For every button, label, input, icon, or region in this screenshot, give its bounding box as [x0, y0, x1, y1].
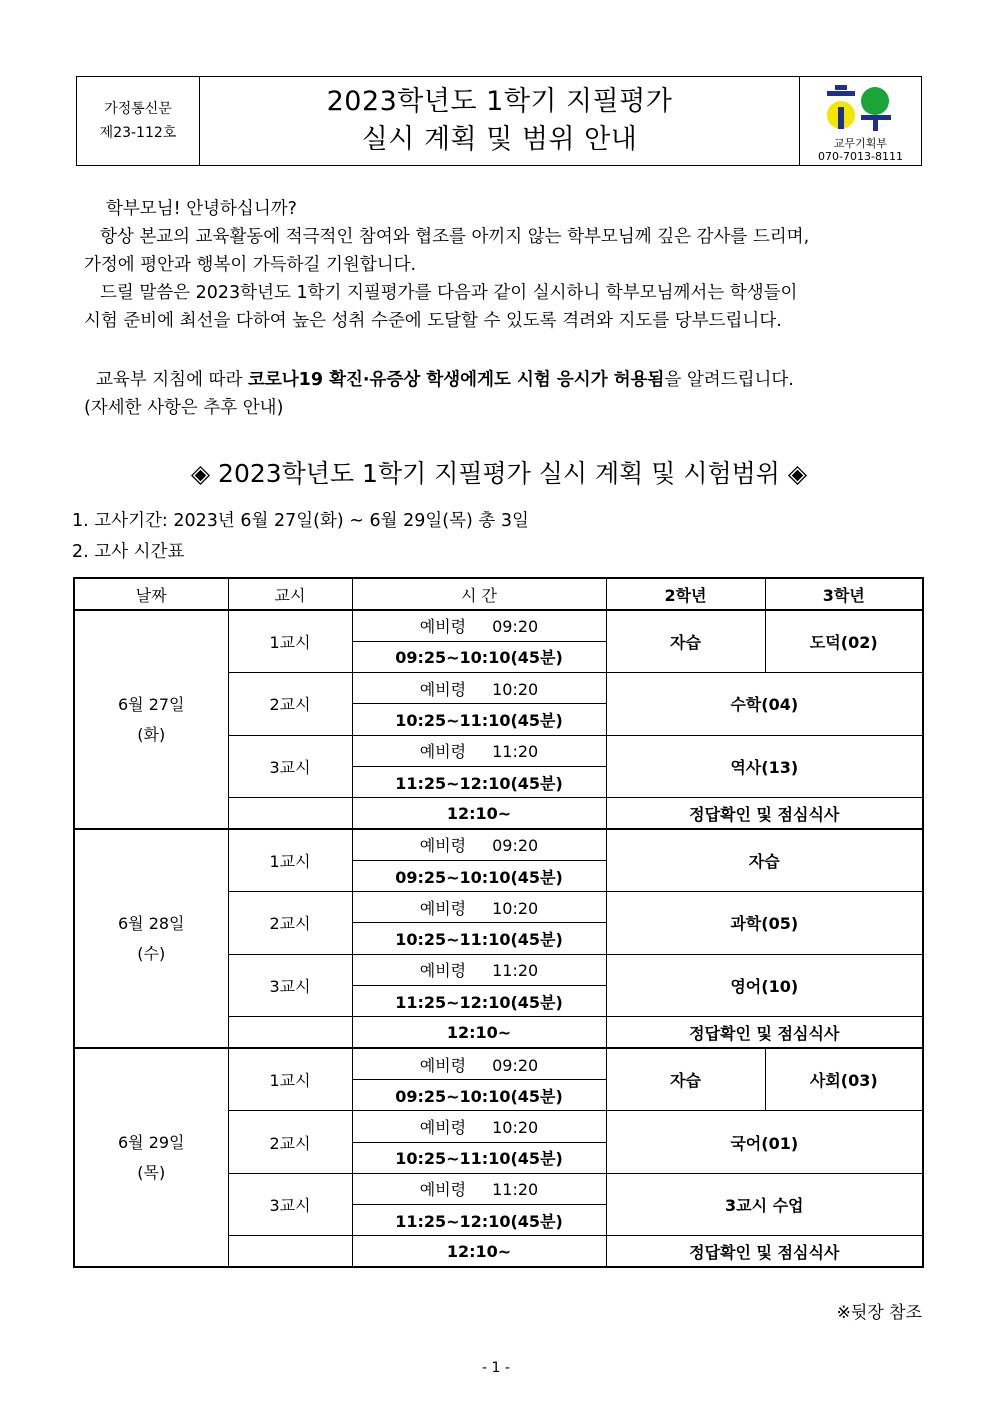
period-cell: 2교시 [228, 892, 352, 955]
prep-cell [352, 1173, 606, 1204]
end-label-cell: 정답확인 및 점심식사 [606, 1017, 923, 1048]
prep-label: 예비령 [419, 617, 467, 637]
end-label-cell: 정답확인 및 점심식사 [606, 1236, 923, 1267]
letter-body [84, 195, 912, 335]
prep-cell [352, 673, 606, 704]
period-cell: 3교시 [228, 1173, 352, 1236]
subject-cell: 3교시 수업 [606, 1173, 923, 1236]
page-title [200, 77, 799, 165]
subject-cell: 수학(04) [606, 673, 923, 736]
prep-label: 예비령 [419, 836, 467, 856]
prep-time: 09:20 [492, 836, 539, 856]
prep-cell [352, 1111, 606, 1142]
table-row [74, 829, 923, 860]
empty-cell [228, 1017, 352, 1048]
subject-cell: 자습 [606, 829, 923, 892]
prep-label: 예비령 [419, 679, 467, 699]
subject-cell: 도덕(02) [765, 610, 923, 673]
subject-cell: 자습 [606, 1048, 765, 1111]
prep-label: 예비령 [419, 898, 467, 918]
prep-cell [352, 892, 606, 923]
prep-label: 예비령 [419, 1117, 467, 1137]
doc-type: 가정통신문 [104, 101, 172, 117]
prep-time: 09:20 [492, 1055, 539, 1075]
subject-cell: 국어(01) [606, 1111, 923, 1174]
date-day2: 6월 28일 [117, 913, 185, 933]
subject-cell: 과학(05) [606, 892, 923, 955]
time-cell: 11:25~12:10(45분) [352, 986, 606, 1017]
empty-cell [228, 1236, 352, 1267]
time-cell: 11:25~12:10(45분) [352, 1205, 606, 1236]
table-header-row [74, 578, 923, 610]
period-cell: 2교시 [228, 1111, 352, 1174]
prep-time: 09:20 [492, 617, 539, 637]
table-row [74, 1048, 923, 1079]
paragraph-1-line-2: 가정에 평안과 행복이 가득하길 기원합니다. [84, 255, 417, 275]
covid-notice [84, 366, 912, 422]
prep-label: 예비령 [419, 1055, 467, 1075]
prep-cell [352, 735, 606, 766]
prep-time: 11:20 [492, 961, 539, 981]
time-cell: 09:25~10:10(45분) [352, 641, 606, 672]
date-cell-day3 [74, 1048, 228, 1267]
end-time-cell: 12:10~ [352, 1236, 606, 1267]
prep-time: 11:20 [492, 742, 539, 762]
department-name: 교무기획부 [833, 137, 888, 150]
exam-timetable [73, 577, 924, 1268]
subject-cell: 자습 [606, 610, 765, 673]
header-period: 교시 [228, 578, 352, 610]
time-cell: 10:25~11:10(45분) [352, 1142, 606, 1173]
dow-day3: (목) [137, 1162, 166, 1182]
paragraph-2-line-2: 시험 준비에 최선을 다하여 높은 성취 수준에 도달할 수 있도록 격려와 지도를 당부드립니다. [84, 311, 782, 331]
period-cell: 2교시 [228, 673, 352, 736]
header-time: 시 간 [352, 578, 606, 610]
header-box [76, 76, 922, 166]
prep-time: 10:20 [492, 679, 539, 699]
time-cell: 09:25~10:10(45분) [352, 1079, 606, 1110]
title-line-1: 2023학년도 1학기 지필평가 [326, 86, 673, 117]
subject-cell: 역사(13) [606, 735, 923, 798]
header-date: 날짜 [74, 578, 228, 610]
end-time-cell: 12:10~ [352, 798, 606, 829]
covid-notice-bold: 코로나19 확진·유증상 학생에게도 시험 응시가 허용됨 [247, 370, 665, 390]
timetable-heading: 2. 고사 시간표 [72, 542, 185, 562]
header-grade2: 2학년 [606, 578, 765, 610]
subject-cell: 영어(10) [606, 954, 923, 1017]
period-cell: 1교시 [228, 829, 352, 892]
prep-label: 예비령 [419, 1180, 467, 1200]
title-line-2: 실시 계획 및 범위 안내 [361, 124, 638, 155]
period-cell: 3교시 [228, 954, 352, 1017]
end-label-cell: 정답확인 및 점심식사 [606, 798, 923, 829]
prep-cell [352, 610, 606, 641]
prep-time: 10:20 [492, 898, 539, 918]
time-cell: 10:25~11:10(45분) [352, 704, 606, 735]
prep-cell [352, 829, 606, 860]
date-day1: 6월 27일 [117, 694, 185, 714]
subject-cell: 사회(03) [765, 1048, 923, 1111]
greeting: 학부모님! 안녕하십니까? [106, 199, 297, 219]
time-cell: 10:25~11:10(45분) [352, 923, 606, 954]
empty-cell [228, 798, 352, 829]
exam-period: 1. 고사기간: 2023년 6월 27일(화) ~ 6월 29일(목) 총 3일 [72, 511, 529, 531]
prep-time: 10:20 [492, 1117, 539, 1137]
period-cell: 1교시 [228, 1048, 352, 1111]
header-grade3: 3학년 [765, 578, 923, 610]
doc-info [77, 77, 200, 165]
department-info [799, 77, 921, 165]
prep-time: 11:20 [492, 1180, 539, 1200]
dow-day2: (수) [137, 943, 166, 963]
period-cell: 3교시 [228, 735, 352, 798]
end-time-cell: 12:10~ [352, 1017, 606, 1048]
prep-cell [352, 954, 606, 985]
covid-notice-line-2: (자세한 사항은 추후 안내) [84, 398, 284, 418]
date-cell-day2 [74, 829, 228, 1048]
paragraph-2-line-1: 드릴 말씀은 2023학년도 1학기 지필평가를 다음과 같이 실시하니 학부모님께서는 학생들이 [100, 283, 798, 303]
prep-cell [352, 1048, 606, 1079]
paragraph-1-line-1: 항상 본교의 교육활동에 적극적인 참여와 협조를 아끼지 않는 학부모님께 깊은 감사를 드리며, [100, 227, 810, 247]
period-cell: 1교시 [228, 610, 352, 673]
page-number: - 1 - [482, 1360, 510, 1376]
covid-notice-post: 을 알려드립니다. [664, 370, 794, 390]
back-page-note: ※뒷장 참조 [836, 1303, 922, 1323]
school-logo-icon [821, 85, 901, 133]
covid-notice-pre: 교육부 지침에 따라 [96, 370, 248, 390]
date-day3: 6월 29일 [117, 1132, 185, 1152]
doc-number: 제23-112호 [99, 125, 177, 141]
section-title: ◈ 2023학년도 1학기 지필평가 실시 계획 및 시험범위 ◈ [190, 459, 808, 488]
prep-label: 예비령 [419, 742, 467, 762]
table-row [74, 610, 923, 641]
dow-day1: (화) [137, 724, 166, 744]
time-cell: 11:25~12:10(45분) [352, 766, 606, 797]
prep-label: 예비령 [419, 961, 467, 981]
date-cell-day1 [74, 610, 228, 829]
department-phone: 070-7013-8111 [818, 150, 903, 163]
time-cell: 09:25~10:10(45분) [352, 860, 606, 891]
covid-notice-line-1 [84, 366, 912, 394]
